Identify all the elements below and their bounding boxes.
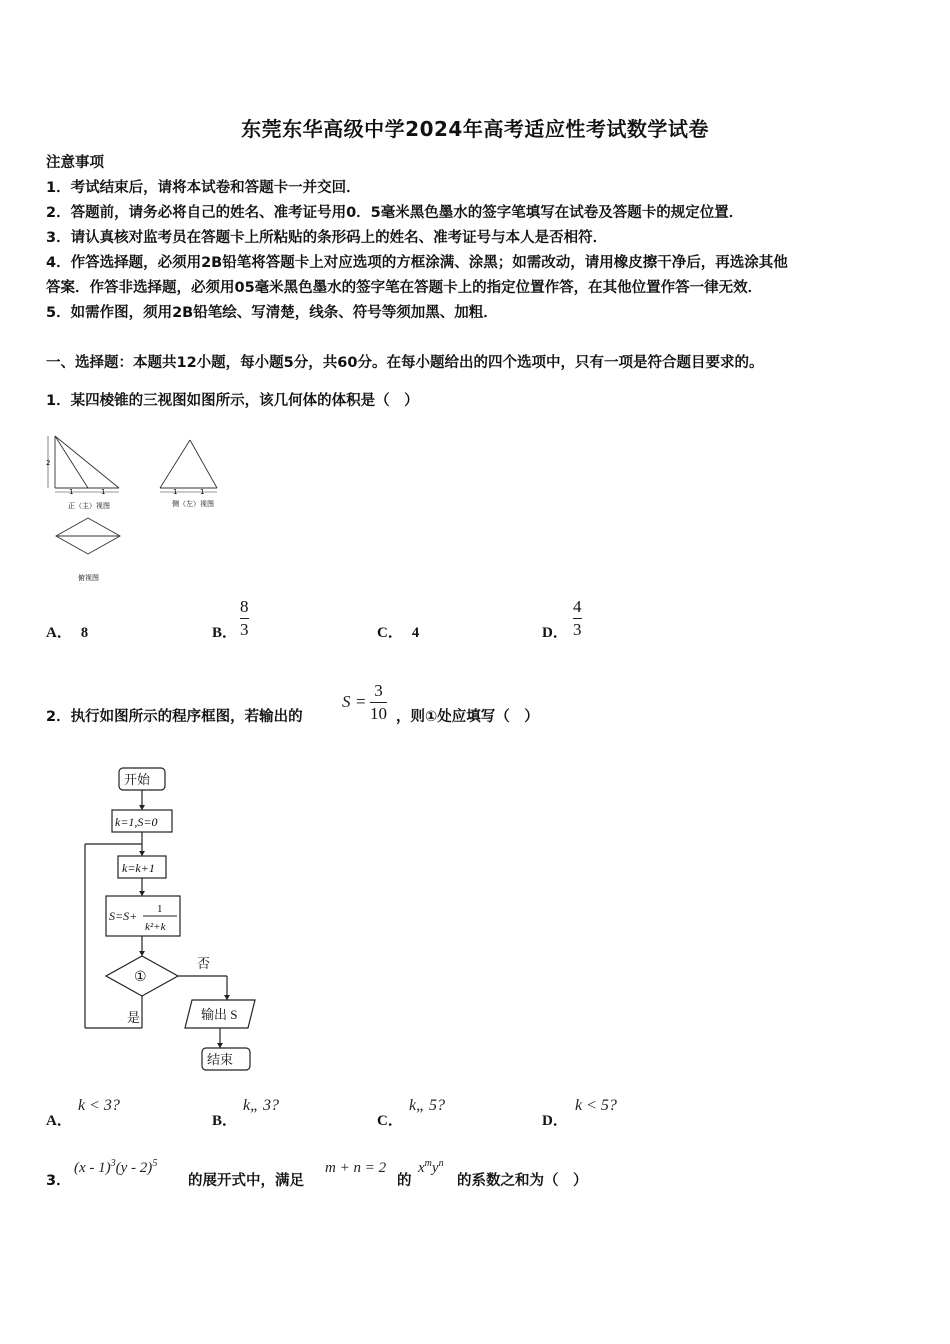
q3-expr-base-b: (y - 2): [115, 1160, 153, 1176]
q2-option-a-letter: A．: [46, 1113, 72, 1129]
q1-option-a[interactable]: [46, 621, 88, 642]
q1-option-d[interactable]: [542, 621, 568, 642]
notice-item-3: 3．请认真核对监考员在答题卡上所粘贴的条形码上的姓名、准考证号与本人是否相符．: [46, 230, 608, 246]
q2-stem-post: ，则①处应填写（ ）: [396, 709, 539, 725]
q1-option-d-letter: D．: [542, 625, 568, 641]
flow-sum-num: 1: [157, 903, 163, 915]
flow-sum-left: S=S+: [109, 909, 138, 923]
q2-option-d[interactable]: [542, 1109, 568, 1130]
page-title: 东莞东华高级中学2024年高考适应性考试数学试卷: [241, 117, 709, 141]
dim-side-width-1: 1: [173, 488, 178, 496]
front-view-label: 正（主）视图: [68, 502, 110, 510]
q2-fraction: [370, 681, 387, 723]
side-view: [160, 440, 217, 492]
q2-den: 10: [370, 703, 387, 723]
q3-text-3: 的系数之和为（ ）: [457, 1173, 588, 1189]
q1-option-d-fraction: [573, 597, 582, 639]
q2-option-b[interactable]: [212, 1109, 237, 1130]
q2-option-a-expr: k < 3?: [78, 1097, 120, 1114]
dim-side-width-2: 1: [200, 488, 205, 496]
q1-option-a-value: 8: [80, 625, 89, 641]
front-view: [48, 436, 119, 492]
q1-stem: 1．某四棱锥的三视图如图所示，该几何体的体积是（ ）: [46, 393, 419, 409]
section-heading: 一、选择题：本题共12小题，每小题5分，共60分。在每小题给出的四个选项中，只有一项是符合题目要求的。: [46, 355, 764, 371]
q1-option-b-fraction: [240, 597, 249, 639]
q1-option-d-den: 3: [573, 619, 582, 639]
q2-num: 3: [374, 681, 383, 700]
q3-expr-exp-a: 3: [110, 1158, 116, 1169]
q2-option-c-letter: C．: [377, 1113, 403, 1129]
q3-condition: m + n = 2: [325, 1160, 387, 1176]
q2-option-b-expr: k„ 3?: [243, 1097, 279, 1114]
notice-item-5: 5．如需作图，须用2B铅笔绘、写清楚，线条、符号等须加黑、加粗．: [46, 305, 498, 321]
notice-item-4-cont: 答案．作答非选择题，必须用05毫米黑色墨水的签字笔在答题卡上的指定位置作答，在其他位置作答一律无效．: [46, 280, 763, 296]
side-view-label: 侧（左）视图: [172, 500, 214, 508]
notice-item-2: 2．答题前，请务必将自己的姓名、准考证号用0．5毫米黑色墨水的签字笔填写在试卷及答题卡的规定位置．: [46, 205, 744, 221]
q3-expr-base-a: (x - 1): [74, 1160, 111, 1176]
dim-front-width-2: 1: [101, 488, 106, 496]
notice-item-1: 1．考试结束后，请将本试卷和答题卡一并交回．: [46, 180, 361, 196]
q2-flowchart: [75, 760, 285, 1080]
flow-init-text: k=1,S=0: [115, 815, 158, 829]
q3-text-2: 的: [397, 1173, 412, 1189]
flow-yes-label: 是: [127, 1010, 141, 1025]
flow-end-text: 结束: [207, 1052, 234, 1067]
q2-option-d-letter: D．: [542, 1113, 568, 1129]
q3-term: [418, 1158, 444, 1177]
q2-option-c[interactable]: [377, 1109, 403, 1130]
q3-number: 3．: [46, 1173, 71, 1189]
q3-term-y: y: [431, 1160, 439, 1176]
q1-option-b-den: 3: [240, 619, 249, 639]
dim-height-label: 2: [46, 459, 51, 467]
top-view-label: 俯视图: [78, 574, 99, 582]
q3-expression: [74, 1158, 157, 1177]
q2-option-d-expr: k < 5?: [575, 1097, 617, 1114]
q2-eq: =: [356, 692, 366, 711]
flow-output-text: 输出 S: [201, 1007, 238, 1022]
q2-s-var: S: [342, 692, 351, 711]
q2-option-c-expr: k„ 5?: [409, 1097, 445, 1114]
q1-option-b[interactable]: [212, 621, 237, 642]
q1-option-b-letter: B．: [212, 625, 238, 641]
flow-start-text: 开始: [124, 772, 151, 787]
q1-option-d-num: 4: [573, 597, 582, 616]
notice-item-4: 4．作答选择题，必须用2B铅笔将答题卡上对应选项的方框涂满、涂黑；如需改动，请用橡皮擦干净后，再选涂其他: [46, 255, 788, 271]
q3-term-n: n: [438, 1158, 444, 1169]
q3-text-1: 的展开式中，满足: [188, 1173, 304, 1189]
q1-option-c-value: 4: [411, 625, 420, 641]
dim-front-width-1: 1: [69, 488, 74, 496]
q1-three-view-figure: [40, 430, 240, 590]
notice-heading: 注意事项: [46, 155, 104, 171]
q1-option-c[interactable]: [377, 621, 419, 642]
q3-expr-exp-b: 5: [152, 1158, 158, 1169]
q1-option-b-num: 8: [240, 597, 249, 616]
q2-option-a[interactable]: [46, 1109, 72, 1130]
q1-option-c-letter: C．: [377, 625, 403, 641]
flow-no-label: 否: [197, 956, 211, 971]
q1-option-a-letter: A．: [46, 625, 72, 641]
top-view: [56, 518, 120, 554]
q3-term-m: m: [424, 1158, 432, 1169]
flow-cond-text: ①: [134, 970, 147, 985]
flow-sum-den: k²+k: [145, 921, 166, 933]
q3-term-x: x: [418, 1160, 425, 1176]
q2-option-b-letter: B．: [212, 1113, 238, 1129]
q2-stem-pre: 2．执行如图所示的程序框图，若输出的: [46, 709, 303, 725]
flow-inc-text: k=k+1: [122, 861, 155, 875]
